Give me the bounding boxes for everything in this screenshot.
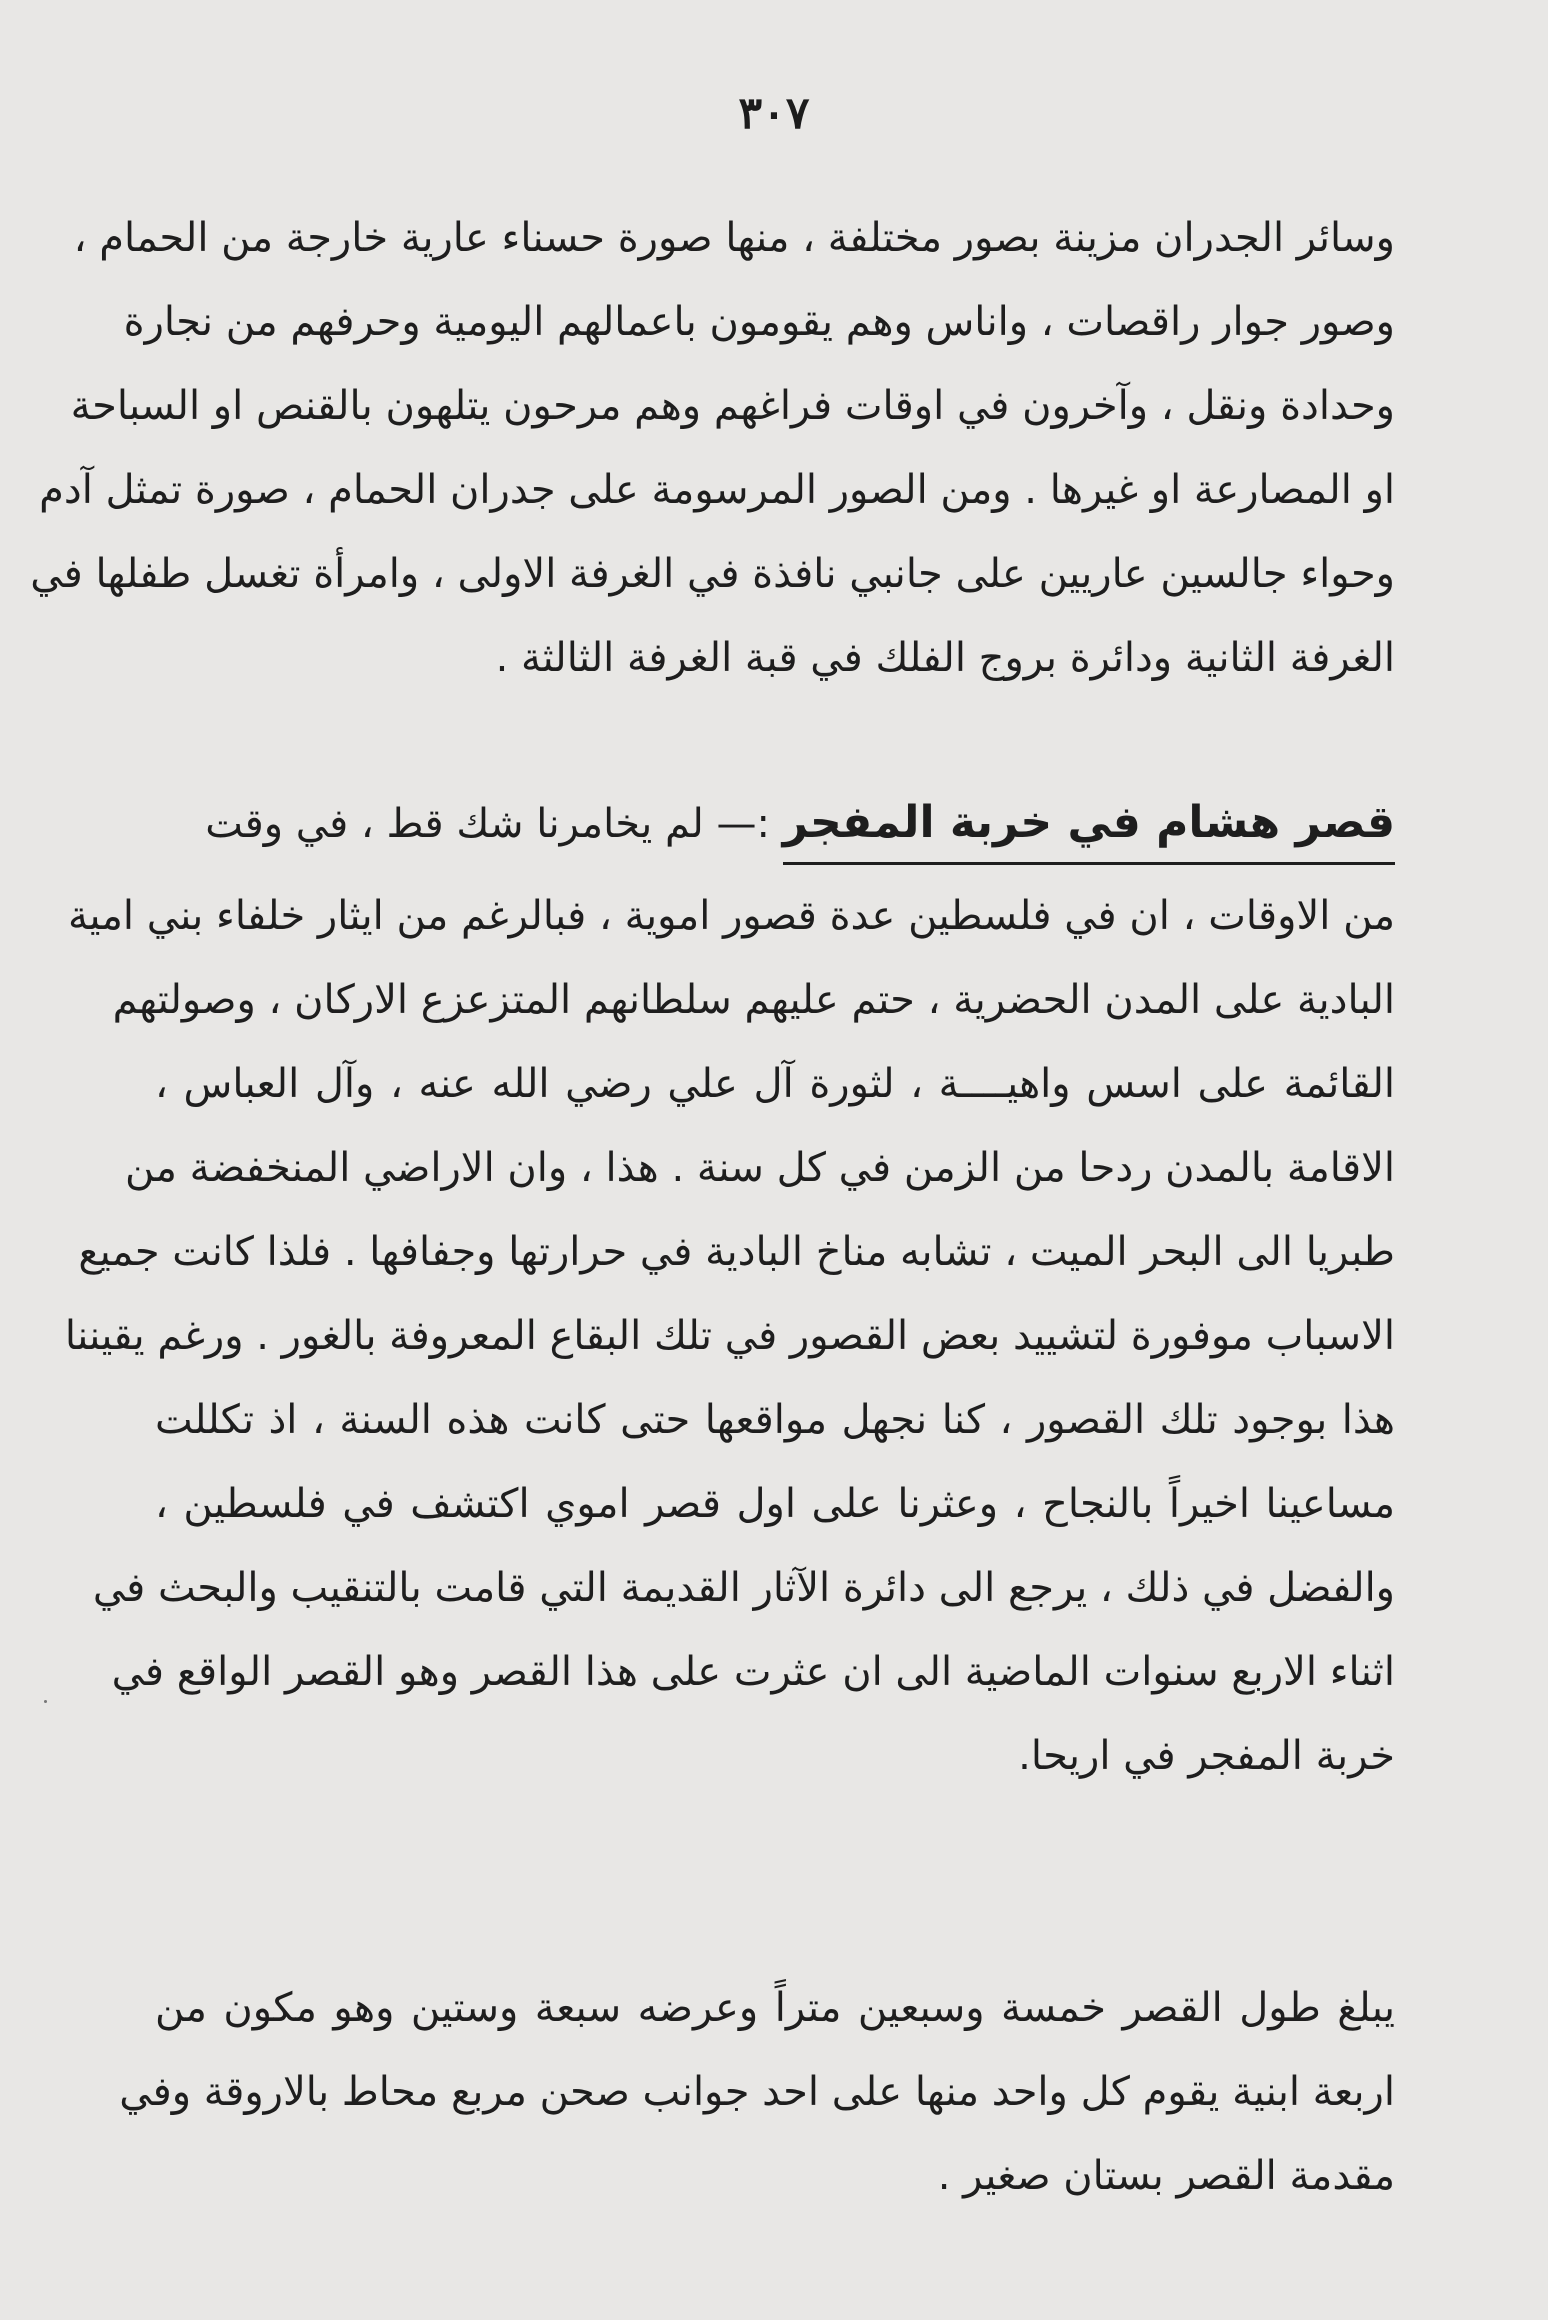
text-line: اثناء الاربع سنوات الماضية الى ان عثرت على هذا القصر وهو القصر الواقع في	[111, 1649, 1395, 1695]
text-line: او المصارعة او غيرها . ومن الصور المرسومة على جدران الحمام ، صورة تمثل آدم	[39, 467, 1395, 513]
text-line: وحواء جالسين عاريين على جانبي نافذة في الغرفة الاولى ، وامرأة تغسل طفلها في	[30, 551, 1395, 597]
text-line: وحدادة ونقل ، وآخرون في اوقات فراغهم وهم مرحون يتلهون بالقنص او السباحة	[70, 383, 1395, 429]
text-line: الاسباب موفورة لتشييد بعض القصور في تلك البقاع المعروفة بالغور . ورغم يقيننا	[64, 1313, 1395, 1359]
text-line: القائمة على اسس واهيــــة ، لثورة آل علي رضي الله عنه ، وآل العباس ،	[155, 1061, 1395, 1107]
text-line: اربعة ابنية يقوم كل واحد منها على احد جوانب صحن مربع محاط بالاروقة وفي	[119, 2069, 1395, 2115]
text-line: مقدمة القصر بستان صغير .	[937, 2153, 1395, 2199]
text-line: الغرفة الثانية ودائرة بروج الفلك في قبة الغرفة الثالثة .	[495, 635, 1395, 681]
text-line: البادية على المدن الحضرية ، حتم عليهم سلطانهم المتزعزع الاركان ، وصولتهم	[112, 977, 1395, 1023]
text-line: خربة المفجر في اريحا.	[1018, 1733, 1395, 1779]
text-line: من الاوقات ، ان في فلسطين عدة قصور اموية ، فبالرغم من ايثار خلفاء بني امية	[67, 893, 1395, 939]
section-heading-line	[155, 782, 1395, 874]
text-line: يبلغ طول القصر خمسة وسبعين متراً وعرضه سبعة وستين وهو مكون من	[155, 1985, 1395, 2031]
text-line: والفضل في ذلك ، يرجع الى دائرة الآثار القديمة التي قامت بالتنقيب والبحث في	[92, 1565, 1395, 1611]
text-line: طبريا الى البحر الميت ، تشابه مناخ البادية في حرارتها وجفافها . فلذا كانت جميع	[78, 1229, 1395, 1275]
section-heading: قصر هشام في خربة المفجر	[783, 788, 1395, 865]
text-line: مساعينا اخيراً بالنجاح ، وعثرنا على اول قصر اموي اكتشف في فلسطين ،	[155, 1481, 1395, 1527]
paragraph-walls	[30, 196, 1395, 700]
heading-continuation: :— لم يخامرنا شك قط ، في وقت	[205, 801, 783, 847]
text-line: وسائر الجدران مزينة بصور مختلفة ، منها صورة حسناء عارية خارجة من الحمام ،	[73, 215, 1395, 261]
text-line: الاقامة بالمدن ردحا من الزمن في كل سنة . هذا ، وان الاراضي المنخفضة من	[125, 1145, 1395, 1191]
text-line: وصور جوار راقصات ، واناس وهم يقومون باعمالهم اليومية وحرفهم من نجارة	[123, 299, 1395, 345]
paragraph-dimensions	[119, 1966, 1395, 2218]
page-number: ٣٠٧	[738, 88, 810, 139]
margin-speck	[44, 1700, 47, 1703]
paragraph-hisham-palace	[64, 782, 1395, 1798]
text-line: هذا بوجود تلك القصور ، كنا نجهل مواقعها حتى كانت هذه السنة ، اذ تكللت	[155, 1397, 1395, 1443]
